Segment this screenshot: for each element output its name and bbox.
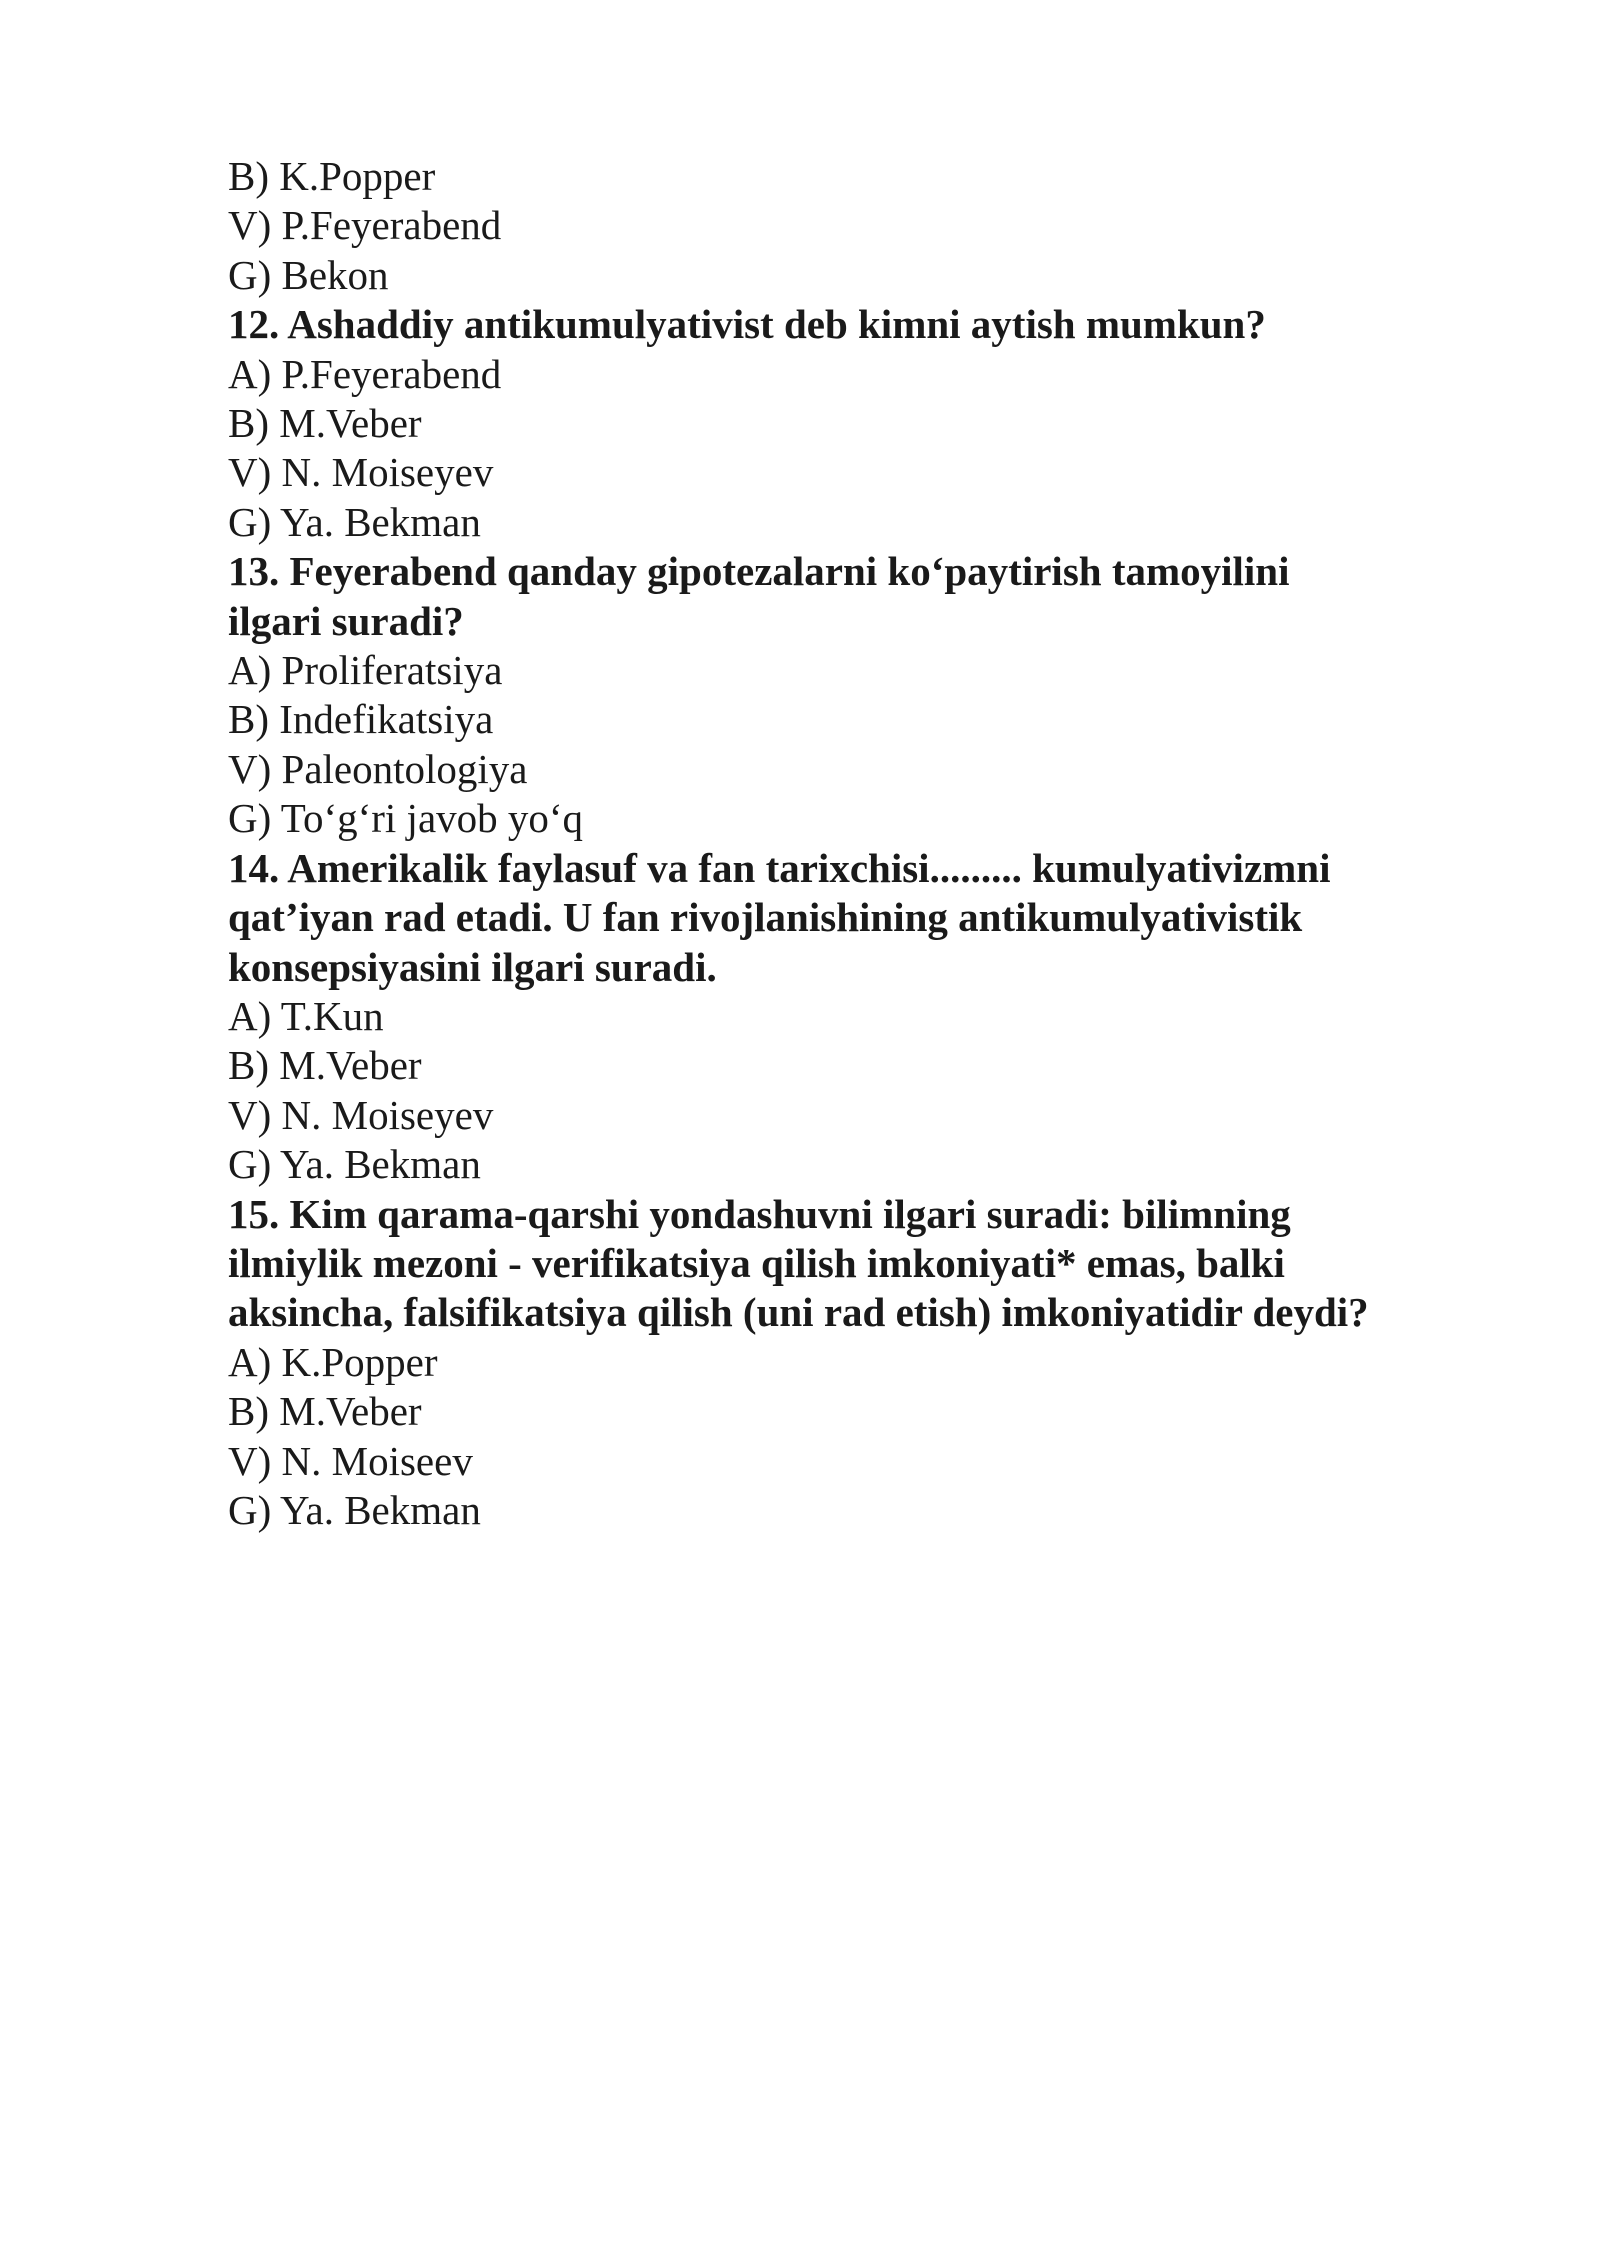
answer-option: B) Indefikatsiya bbox=[228, 696, 494, 743]
answer-option: G) To‘g‘ri javob yo‘q bbox=[228, 795, 584, 842]
document-content bbox=[228, 152, 1478, 1535]
answer-option: V) Paleontologiya bbox=[228, 745, 528, 792]
question-text bbox=[228, 300, 1478, 349]
question-block-13 bbox=[228, 547, 1478, 843]
question-line: ilmiylik mezoni - verifikatsiya qilish imkoniyati* emas, balki bbox=[228, 1239, 1285, 1286]
question-line: qat’iyan rad etadi. U fan rivojlanishining antikumulyativistik bbox=[228, 894, 1303, 941]
question-line: konsepsiyasini ilgari suradi. bbox=[228, 943, 717, 990]
question-text bbox=[228, 547, 1478, 646]
leading-options bbox=[228, 152, 1478, 300]
answer-option: V) N. Moiseev bbox=[228, 1437, 473, 1484]
answer-option: G) Ya. Bekman bbox=[228, 498, 481, 545]
answer-option: B) M.Veber bbox=[228, 1042, 422, 1089]
question-text bbox=[228, 844, 1478, 992]
question-text bbox=[228, 1190, 1478, 1338]
question-line: aksincha, falsifikatsiya qilish (uni rad etish) imkoniyatidir deydi? bbox=[228, 1289, 1369, 1336]
answer-option: A) Proliferatsiya bbox=[228, 647, 503, 694]
answer-option: V) P.Feyerabend bbox=[228, 202, 502, 249]
answer-option: B) M.Veber bbox=[228, 1388, 422, 1435]
question-line: 14. Amerikalik faylasuf va fan tarixchisi......... kumulyativizmni bbox=[228, 844, 1331, 891]
question-line: 12. Ashaddiy antikumulyativist deb kimni aytish mumkun? bbox=[228, 301, 1266, 348]
question-block-14 bbox=[228, 844, 1478, 1190]
question-line: 15. Kim qarama-qarshi yondashuvni ilgari suradi: bilimning bbox=[228, 1190, 1291, 1237]
answer-option: A) P.Feyerabend bbox=[228, 350, 502, 397]
question-line: ilgari suradi? bbox=[228, 597, 464, 644]
question-block-12 bbox=[228, 300, 1478, 547]
answer-option: G) Ya. Bekman bbox=[228, 1486, 481, 1533]
question-line: 13. Feyerabend qanday gipotezalarni ko‘paytirish tamoyilini bbox=[228, 548, 1290, 595]
answer-option: G) Ya. Bekman bbox=[228, 1141, 481, 1188]
answer-option: G) Bekon bbox=[228, 251, 389, 298]
answer-option: A) T.Kun bbox=[228, 992, 384, 1039]
answer-option: V) N. Moiseyev bbox=[228, 1091, 494, 1138]
answer-option: V) N. Moiseyev bbox=[228, 449, 494, 496]
answer-option: B) K.Popper bbox=[228, 153, 436, 199]
question-block-15 bbox=[228, 1190, 1478, 1536]
answer-option: B) M.Veber bbox=[228, 400, 422, 447]
answer-option: A) K.Popper bbox=[228, 1338, 438, 1385]
